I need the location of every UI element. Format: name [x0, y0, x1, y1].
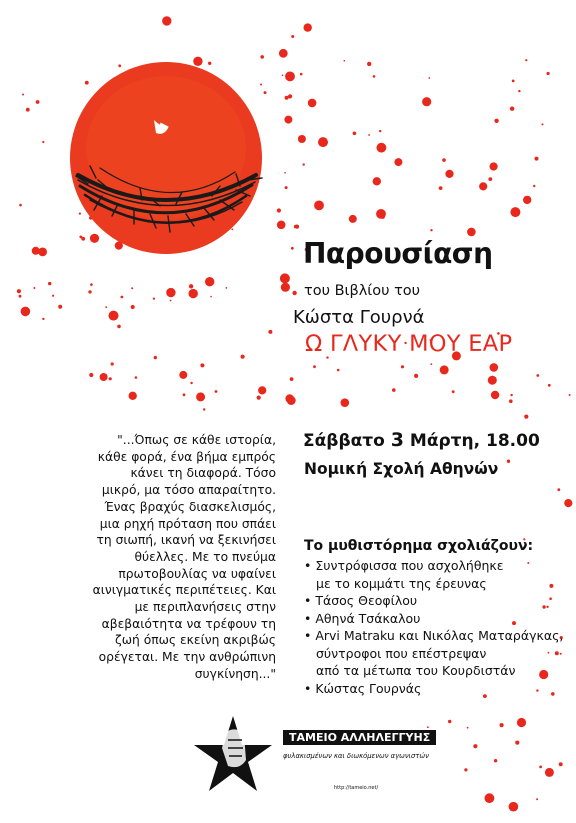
quote-line: ζωή όπως εκείνη ακριβώς: [115, 633, 276, 648]
book-title: Ω ΓΛΥΚΥ ΜΟΥ ΕΑΡ: [305, 331, 513, 357]
paint-splatter: [117, 325, 121, 329]
paint-splatter: [536, 374, 539, 377]
quote-line: με περιπλανήσεις στην: [134, 600, 276, 615]
paint-splatter: [304, 23, 312, 31]
paint-splatter: [518, 90, 520, 92]
paint-splatter: [547, 72, 550, 75]
presentation-title: Παρουσίαση: [303, 237, 493, 270]
paint-splatter: [42, 318, 44, 320]
paint-splatter: [353, 132, 357, 136]
paint-splatter: [162, 16, 171, 25]
paint-splatter: [38, 248, 47, 257]
paint-splatter: [337, 369, 340, 372]
paint-splatter: [515, 741, 519, 745]
paint-splatter: [284, 116, 292, 124]
book-quote: [80, 432, 276, 683]
paint-splatter: [131, 287, 133, 289]
quote-line: "...Όπως σε κάθε ιστορία,: [117, 433, 276, 447]
paint-splatter: [268, 330, 272, 334]
paint-splatter: [523, 196, 531, 204]
paint-splatter: [285, 96, 289, 100]
subtitle-book-of: του Βιβλίου του: [304, 283, 421, 299]
paint-splatter: [281, 283, 290, 292]
paint-splatter: [154, 356, 157, 359]
paint-splatter: [291, 35, 294, 38]
discussion-heading: Το μυθιστόρημα σχολιάζουν:: [304, 538, 534, 554]
paint-splatter: [129, 392, 137, 400]
paint-splatter: [473, 744, 477, 748]
paint-splatter: [288, 94, 292, 98]
paint-splatter: [111, 362, 114, 365]
paint-splatter: [440, 365, 449, 374]
paint-splatter: [208, 62, 211, 65]
paint-splatter: [109, 311, 119, 321]
paint-splatter: [36, 100, 40, 104]
paint-splatter: [109, 377, 112, 380]
logo-url[interactable]: http://tameio.net/: [334, 785, 379, 791]
quote-line: μια ρηχή πρόταση που σπάει: [99, 516, 276, 531]
paint-splatter: [525, 59, 527, 61]
quote-line: Ένας βραχύς διασκελισμός,: [104, 499, 276, 514]
paint-splatter: [303, 163, 305, 165]
paint-splatter: [193, 57, 202, 66]
paint-splatter: [368, 134, 370, 136]
paint-splatter: [488, 177, 492, 181]
paint-splatter: [379, 130, 381, 132]
paint-splatter: [494, 119, 498, 123]
paint-splatter: [189, 289, 198, 298]
paint-splatter: [464, 768, 467, 771]
paint-splatter: [203, 408, 205, 410]
paint-splatter: [394, 158, 402, 166]
paint-splatter: [153, 298, 155, 300]
quote-line: αβεβαιότητα να τρέφουν τη: [101, 616, 276, 631]
event-date-number: 3: [390, 429, 404, 451]
paint-splatter: [510, 207, 520, 217]
paint-splatter: [427, 726, 429, 728]
paint-splatter: [479, 182, 487, 190]
paint-splatter: [490, 363, 499, 372]
quote-line: τη σιωπή, ικανή να ξεκινήσει: [96, 533, 276, 548]
paint-splatter: [557, 488, 560, 491]
paint-splatter: [226, 287, 228, 289]
paint-splatter: [452, 390, 455, 393]
paint-splatter: [367, 62, 371, 66]
paint-splatter: [510, 107, 514, 111]
speaker-item: • Κώστας Γουρνάς: [304, 680, 422, 696]
paint-splatter: [569, 394, 571, 396]
paint-splatter: [88, 290, 91, 293]
paint-splatter: [291, 247, 294, 250]
paint-splatter: [19, 204, 22, 207]
paint-splatter: [539, 766, 542, 769]
paint-splatter: [200, 363, 204, 367]
speaker-item-continued: με το κομμάτι της έρευνας: [316, 575, 487, 591]
paint-splatter: [189, 284, 193, 288]
paint-splatter: [442, 158, 446, 162]
paint-splatter: [260, 84, 262, 86]
paint-splatter: [392, 388, 396, 392]
paint-splatter: [373, 177, 381, 185]
quote-line: αινιγματικές περιπέτειες. Και: [92, 583, 276, 598]
paint-splatter: [179, 371, 187, 379]
paint-splatter: [467, 228, 476, 237]
paint-splatter: [21, 307, 31, 317]
paint-splatter: [285, 72, 295, 82]
paint-splatter: [509, 399, 513, 403]
paint-splatter: [287, 396, 296, 405]
speaker-item: • Arvi Matraku και Νικόλας Ματαράγκας,: [304, 628, 564, 643]
paint-splatter: [377, 143, 387, 153]
paint-splatter: [121, 296, 124, 299]
quote-line: πρωτοβουλίας να υφαίνει: [118, 566, 276, 581]
paint-splatter: [279, 49, 288, 58]
paint-splatter: [313, 365, 316, 368]
paint-splatter: [215, 390, 218, 393]
event-month-time: Μάρτη, 18.00: [409, 431, 540, 451]
speaker-item-continued: από τα μέτωπα του Κουρδιστάν: [316, 663, 516, 678]
paint-splatter: [284, 172, 286, 174]
paint-splatter: [428, 77, 430, 79]
quote-line: συγκίνηση...": [194, 666, 276, 681]
paint-splatter: [79, 213, 81, 215]
paint-splatter: [205, 277, 214, 286]
paint-splatter: [190, 382, 192, 384]
paint-splatter: [485, 793, 495, 803]
paint-splatter: [439, 186, 443, 190]
paint-splatter: [105, 306, 107, 308]
paint-splatter: [422, 97, 431, 106]
paint-splatter: [308, 99, 317, 108]
speaker-list: [304, 557, 563, 697]
paint-splatter: [241, 355, 245, 359]
paint-splatter: [467, 727, 469, 729]
paint-splatter: [79, 236, 82, 239]
paint-splatter: [490, 162, 498, 170]
paint-splatter: [196, 392, 205, 401]
paint-splatter: [510, 394, 512, 396]
paint-splatter: [257, 396, 261, 400]
quote-line: κάθε φορά, ένα βήμα εμπρός: [97, 449, 276, 464]
author-name: Κώστα Γουρνά: [293, 307, 425, 328]
quote-line: μικρό, μα τόσο απαραίτητο.: [101, 483, 276, 498]
paint-splatter: [373, 75, 376, 78]
paint-splatter: [448, 720, 451, 723]
paint-splatter: [500, 723, 504, 727]
paint-splatter: [431, 363, 433, 365]
paint-splatter: [430, 229, 432, 231]
quote-line: ορέγεται. Με την ανθρώπινη: [98, 650, 276, 665]
star-fist-icon: [194, 716, 272, 791]
paint-splatter: [290, 377, 294, 381]
paint-splatter: [564, 499, 572, 507]
paint-splatter: [494, 759, 497, 762]
paint-splatter: [517, 718, 526, 727]
paint-splatter: [300, 73, 303, 76]
paint-splatter: [298, 135, 306, 143]
quote-line: θύελλες. Με το πνεύμα: [134, 549, 276, 564]
paint-splatter: [183, 393, 186, 396]
paint-splatter: [90, 234, 99, 243]
paint-splatter: [533, 185, 535, 187]
paint-splatter: [507, 460, 510, 463]
paint-splatter: [445, 170, 453, 178]
paint-splatter: [559, 762, 563, 766]
paint-splatter: [264, 91, 267, 94]
paint-splatter: [26, 108, 30, 112]
paint-splatter: [277, 208, 281, 212]
paint-splatter: [536, 798, 538, 800]
paint-splatter: [318, 137, 328, 147]
paint-splatter: [277, 221, 286, 230]
paint-splatter: [512, 80, 515, 83]
crown-of-thorns-ball-icon: [70, 62, 262, 254]
paint-splatter: [85, 81, 89, 85]
paint-splatter: [42, 141, 44, 143]
paint-splatter: [381, 215, 385, 219]
logo-tagline: φυλακισμένων και διωκόμενων αγωνιστών: [283, 752, 429, 760]
paint-splatter: [17, 289, 21, 293]
event-date: [303, 429, 540, 451]
paint-splatter: [548, 384, 551, 387]
paint-splatter: [131, 305, 135, 309]
paint-splatter: [19, 295, 22, 298]
speaker-item: • Τάσος Θεοφίλου: [304, 593, 418, 608]
paint-splatter: [545, 768, 554, 777]
logo-name: ΤΑΜΕΙΟ ΑΛΛΗΛΕΓΓΥΗΣ: [283, 730, 436, 745]
paint-splatter: [535, 157, 539, 161]
paint-splatter: [292, 291, 296, 295]
speaker-item: • Αθηνά Τσάκαλου: [304, 610, 421, 626]
paint-splatter: [258, 386, 266, 394]
paint-splatter: [58, 305, 62, 309]
paint-splatter: [344, 60, 346, 62]
event-venue: Νομική Σχολή Αθηνών: [304, 460, 499, 478]
paint-splatter: [22, 94, 24, 96]
paint-splatter: [349, 215, 357, 223]
paint-splatter: [33, 287, 35, 289]
paint-splatter: [232, 229, 234, 231]
paint-splatter: [260, 55, 264, 59]
speaker-item-continued: σύντροφοι που επέστρεψαν: [316, 645, 487, 661]
paint-splatter: [294, 225, 298, 229]
event-day: Σάββατο: [303, 431, 385, 451]
paint-splatter: [509, 802, 519, 812]
paint-splatter: [280, 273, 290, 283]
paint-splatter: [170, 300, 172, 302]
paint-splatter: [52, 295, 54, 297]
paint-splatter: [285, 186, 288, 189]
paint-splatter: [118, 64, 121, 67]
paint-splatter: [314, 201, 324, 211]
paint-splatter: [166, 288, 175, 297]
paint-splatter: [341, 398, 350, 407]
speaker-item: • Συντρόφισσα που ασχολήθηκε: [304, 558, 504, 573]
paint-splatter: [100, 373, 108, 381]
paint-splatter: [90, 283, 93, 286]
paint-splatter: [282, 75, 284, 77]
paint-splatter: [488, 376, 497, 385]
paint-splatter: [414, 374, 418, 378]
paint-splatter: [401, 365, 404, 368]
paint-splatter: [48, 282, 51, 285]
paint-splatter: [524, 415, 528, 419]
paint-splatter: [210, 296, 212, 298]
quote-line: κάνει τη διαφορά. Τόσο: [130, 466, 276, 481]
paint-splatter: [89, 373, 93, 377]
paint-splatter: [542, 123, 544, 125]
paint-splatter: [491, 391, 499, 399]
paint-splatter: [135, 376, 138, 379]
